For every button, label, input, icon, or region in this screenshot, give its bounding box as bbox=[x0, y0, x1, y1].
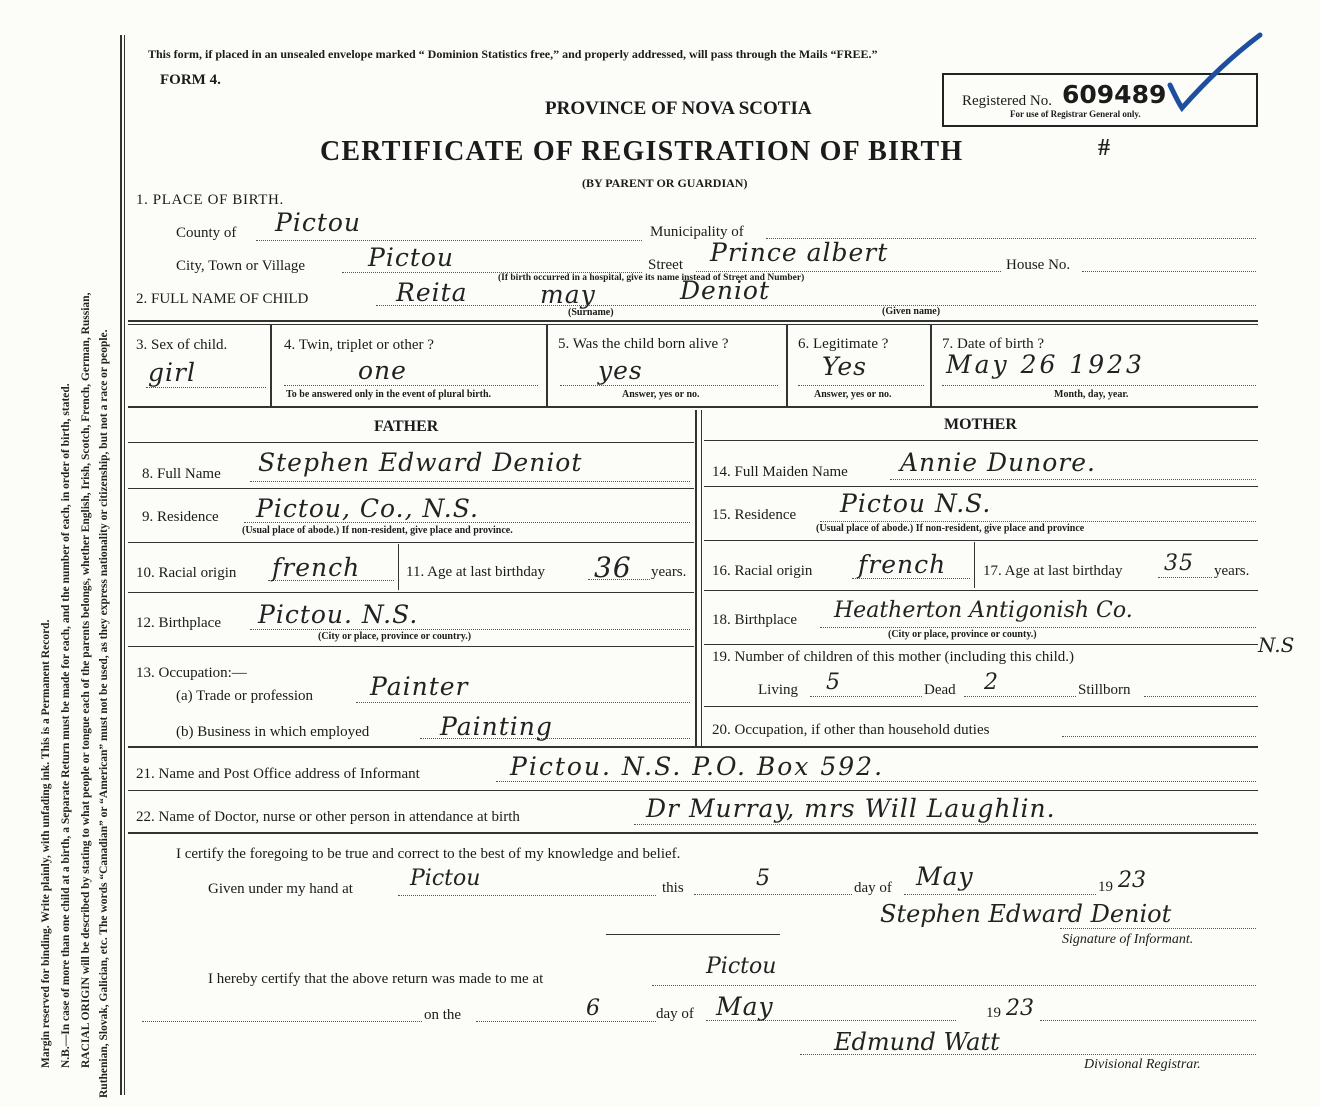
doctor-value: Dr Murray, mrs Will Laughlin. bbox=[646, 794, 1056, 823]
registrar-place-value: Pictou bbox=[706, 954, 777, 979]
house-line bbox=[1082, 271, 1256, 272]
on-the-label: on the bbox=[424, 1007, 462, 1023]
stillborn-label: Stillborn bbox=[1078, 682, 1131, 698]
rule-row3-top2 bbox=[128, 324, 1258, 325]
father-birthplace-value: Pictou. N.S. bbox=[258, 600, 419, 629]
mother-divider-16-17 bbox=[974, 542, 975, 588]
child-name-line bbox=[376, 305, 1256, 306]
registrar-caption: Divisional Registrar. bbox=[1084, 1057, 1201, 1072]
father-heading: FATHER bbox=[374, 418, 439, 435]
father-racial-value: french bbox=[272, 553, 361, 582]
rule-22 bbox=[128, 832, 1258, 834]
registrar-signature: Edmund Watt bbox=[834, 1028, 1000, 1056]
mother-residence-label: 15. Residence bbox=[712, 507, 797, 523]
mail-notice: This form, if placed in an unsealed envelope marked “ Dominion Statistics free,” and properly addressed, will pass through the Mails “FREE.” bbox=[148, 47, 878, 61]
mother-birthplace-line bbox=[820, 627, 1256, 628]
child-name-label: 2. FULL NAME OF CHILD bbox=[136, 291, 309, 307]
dob-label: 7. Date of birth ? bbox=[942, 336, 1045, 352]
dead-line bbox=[964, 696, 1076, 697]
twin-caption: To be answered only in the event of plural birth. bbox=[286, 389, 492, 400]
father-birthplace-caption: (City or place, province or country.) bbox=[318, 631, 472, 642]
twin-label: 4. Twin, triplet or other ? bbox=[284, 337, 434, 353]
mother-heading: MOTHER bbox=[944, 416, 1017, 433]
divider-3-4 bbox=[270, 324, 272, 406]
day-value: 5 bbox=[756, 866, 770, 891]
living-line bbox=[810, 696, 922, 697]
mother-rule-19 bbox=[704, 706, 1258, 707]
child-extra-value: Deniot bbox=[680, 276, 771, 305]
mother-birthplace-caption: (City or place, province or county.) bbox=[888, 629, 1037, 640]
trade-label: (a) Trade or profession bbox=[176, 688, 314, 704]
alive-caption: Answer, yes or no. bbox=[622, 389, 700, 400]
dead-label: Dead bbox=[924, 682, 956, 698]
separator-rule bbox=[606, 934, 780, 935]
legitimate-value: Yes bbox=[822, 352, 867, 381]
father-racial-label: 10. Racial origin bbox=[136, 565, 237, 581]
mother-years-label: years. bbox=[1214, 563, 1250, 579]
living-label: Living bbox=[758, 682, 798, 698]
registrar-day-value: 6 bbox=[586, 996, 600, 1021]
street-line bbox=[696, 271, 1001, 272]
registrar-lead-line bbox=[142, 1021, 422, 1022]
mother-birthplace-extra: N.S bbox=[1258, 633, 1295, 657]
place-of-birth-heading: 1. PLACE OF BIRTH. bbox=[136, 192, 284, 208]
province-heading: PROVINCE OF NOVA SCOTIA bbox=[545, 98, 812, 119]
alive-line bbox=[560, 385, 778, 386]
given-place-line bbox=[398, 895, 656, 896]
sex-line bbox=[146, 387, 266, 388]
mother-residence-line bbox=[820, 521, 1256, 522]
registrar-day-line bbox=[476, 1021, 656, 1022]
mother-rule-15 bbox=[704, 540, 1258, 541]
registrar-statement: I hereby certify that the above return was made to me at bbox=[208, 971, 544, 987]
mother-occupation-label: 20. Occupation, if other than household duties bbox=[712, 722, 990, 738]
certify-statement: I certify the foregoing to be true and correct to the best of my knowledge and belief. bbox=[176, 846, 681, 862]
house-label: House No. bbox=[1006, 257, 1071, 273]
father-rule-10 bbox=[128, 592, 694, 593]
street-label: Street bbox=[648, 257, 683, 273]
father-abode-caption: (Usual place of abode.) If non-resident, give place and province. bbox=[242, 525, 513, 536]
street-value: Prince albert bbox=[710, 238, 889, 267]
month-line bbox=[904, 894, 1096, 895]
mother-residence-value: Pictou N.S. bbox=[840, 489, 992, 518]
divider-5-6 bbox=[786, 324, 788, 406]
trade-value: Painter bbox=[370, 672, 469, 701]
municipality-label: Municipality of bbox=[650, 224, 744, 240]
twin-value: one bbox=[358, 356, 407, 385]
signature-line bbox=[1060, 928, 1256, 929]
year-suffix: 23 bbox=[1118, 868, 1146, 893]
mother-birthplace-value: Heatherton Antigonish Co. bbox=[834, 598, 1133, 623]
registrar-note: For use of Registrar General only. bbox=[1010, 109, 1141, 119]
mother-rule-16 bbox=[704, 590, 1258, 591]
registered-label: Registered No. bbox=[962, 93, 1052, 109]
registrar-year-line bbox=[1040, 1020, 1256, 1021]
mother-age-label: 17. Age at last birthday bbox=[983, 563, 1123, 579]
margin-note-4: Ruthenian, Slovak, Galician, etc. The words “Canadian” or “American” must not be used, as they express nationality or citizenship, but not a race or people. bbox=[98, 329, 110, 1098]
legitimate-line bbox=[798, 385, 924, 386]
father-rule-12 bbox=[128, 646, 694, 647]
occupation-label: 13. Occupation:— bbox=[136, 665, 247, 681]
sex-label: 3. Sex of child. bbox=[136, 337, 228, 353]
dob-value: May 26 1923 bbox=[946, 350, 1145, 379]
mother-age-line bbox=[1158, 577, 1212, 578]
margin-border-inner bbox=[124, 35, 125, 1095]
mother-heading-rule bbox=[704, 440, 1258, 441]
form-number: FORM 4. bbox=[160, 72, 221, 88]
registration-number: 609489 bbox=[1062, 80, 1167, 109]
children-label: 19. Number of children of this mother (including this child.) bbox=[712, 649, 1075, 665]
rule-row3-top bbox=[128, 320, 1258, 322]
father-age-label: 11. Age at last birthday bbox=[406, 564, 545, 580]
registrar-day-of-label: day of bbox=[656, 1006, 694, 1022]
document-subtitle: (BY PARENT OR GUARDIAN) bbox=[582, 176, 748, 190]
registrar-year-suffix: 23 bbox=[1006, 996, 1034, 1021]
child-surname-value: Reita bbox=[396, 278, 468, 307]
rule-row3-bottom bbox=[128, 406, 1258, 408]
dob-line bbox=[942, 385, 1256, 386]
city-label: City, Town or Village bbox=[176, 258, 306, 274]
day-of-label: day of bbox=[854, 880, 892, 896]
divider-4-5 bbox=[546, 324, 548, 406]
margin-border bbox=[120, 35, 122, 1095]
doctor-label: 22. Name of Doctor, nurse or other person in attendance at birth bbox=[136, 809, 520, 825]
father-residence-value: Pictou, Co., N.S. bbox=[256, 494, 479, 523]
county-line bbox=[256, 240, 642, 241]
father-birthplace-label: 12. Birthplace bbox=[136, 615, 221, 631]
margin-note-1: Margin reserved for binding. Write plainly, with unfading ink. This is a Permanent Record. bbox=[40, 619, 52, 1068]
document-title: CERTIFICATE OF REGISTRATION OF BIRTH bbox=[320, 136, 964, 167]
mother-racial-label: 16. Racial origin bbox=[712, 563, 813, 579]
informant-value: Pictou. N.S. P.O. Box 592. bbox=[510, 752, 885, 781]
county-label: County of bbox=[176, 225, 237, 241]
day-line bbox=[694, 894, 852, 895]
father-divider-10-11 bbox=[398, 544, 399, 590]
child-given-value: may bbox=[540, 280, 596, 309]
father-name-label: 8. Full Name bbox=[142, 466, 221, 482]
registrar-place-line bbox=[652, 985, 1256, 986]
given-label: Given under my hand at bbox=[208, 881, 353, 897]
month-value: May bbox=[916, 862, 974, 891]
father-name-line bbox=[250, 481, 690, 482]
father-age-value: 36 bbox=[594, 551, 632, 584]
mother-name-label: 14. Full Maiden Name bbox=[712, 464, 848, 480]
alive-value: yes bbox=[598, 356, 643, 385]
year-prefix: 19 bbox=[1098, 879, 1113, 895]
rule-21 bbox=[128, 790, 1258, 791]
county-value: Pictou bbox=[275, 208, 362, 237]
rule-parents-bottom bbox=[128, 746, 1258, 748]
informant-line bbox=[496, 781, 1256, 782]
mother-name-line bbox=[890, 479, 1256, 480]
this-label: this bbox=[662, 880, 684, 896]
given-place-value: Pictou bbox=[410, 866, 481, 891]
father-rule-8 bbox=[128, 488, 694, 489]
hospital-note: (If birth occurred in a hospital, give its name instead of Street and Number) bbox=[498, 273, 805, 283]
father-years-label: years. bbox=[651, 564, 687, 580]
dead-value: 2 bbox=[984, 670, 999, 695]
stamp-mark-icon: # bbox=[1098, 135, 1110, 161]
checkmark-icon bbox=[1160, 30, 1270, 115]
mother-rule-14 bbox=[704, 486, 1258, 487]
mother-abode-caption: (Usual place of abode.) If non-resident, give place and province bbox=[816, 523, 1085, 534]
parents-divider bbox=[695, 410, 697, 746]
margin-note-2: N.B.—In case of more than one child at a birth, a Separate Return must be made for each, and the number of each, in order of birth, stated. bbox=[60, 383, 72, 1068]
dob-caption: Month, day, year. bbox=[1054, 389, 1129, 400]
mother-racial-value: french bbox=[858, 550, 947, 579]
father-birthplace-line bbox=[250, 629, 690, 630]
doctor-line bbox=[634, 824, 1256, 825]
father-name-value: Stephen Edward Deniot bbox=[258, 448, 583, 477]
twin-line bbox=[284, 385, 538, 386]
legitimate-caption: Answer, yes or no. bbox=[814, 389, 892, 400]
signature-caption: Signature of Informant. bbox=[1062, 932, 1194, 947]
registrar-month-value: May bbox=[716, 992, 774, 1021]
father-heading-rule bbox=[128, 442, 694, 443]
alive-label: 5. Was the child born alive ? bbox=[558, 336, 729, 352]
informant-label: 21. Name and Post Office address of Informant bbox=[136, 766, 420, 782]
divider-6-7 bbox=[930, 324, 932, 406]
given-caption: (Given name) bbox=[882, 306, 941, 317]
legitimate-label: 6. Legitimate ? bbox=[798, 336, 889, 352]
registrar-signature-line bbox=[800, 1054, 1256, 1055]
father-rule-9 bbox=[128, 542, 694, 543]
sex-value: girl bbox=[148, 358, 196, 387]
mother-birthplace-label: 18. Birthplace bbox=[712, 612, 797, 628]
stillborn-line bbox=[1144, 696, 1256, 697]
mother-age-value: 35 bbox=[1164, 551, 1194, 576]
trade-line bbox=[356, 702, 690, 703]
business-label: (b) Business in which employed bbox=[176, 724, 370, 740]
living-value: 5 bbox=[826, 670, 841, 695]
registrar-year-prefix: 19 bbox=[986, 1005, 1001, 1021]
mother-occupation-line bbox=[1062, 736, 1256, 737]
surname-caption: (Surname) bbox=[568, 307, 614, 318]
parents-divider-2 bbox=[701, 410, 702, 746]
city-value: Pictou bbox=[368, 243, 455, 272]
mother-name-value: Annie Dunore. bbox=[900, 448, 1096, 477]
margin-note-3: RACIAL ORIGIN will be described by stating to what people or tongue each of the parents belongs, whether English, Irish, Scotch, French, German, Russian, bbox=[80, 292, 92, 1068]
father-residence-label: 9. Residence bbox=[142, 509, 219, 525]
informant-signature: Stephen Edward Deniot bbox=[880, 900, 1172, 928]
mother-rule-18 bbox=[704, 644, 1258, 645]
business-value: Painting bbox=[440, 712, 553, 741]
